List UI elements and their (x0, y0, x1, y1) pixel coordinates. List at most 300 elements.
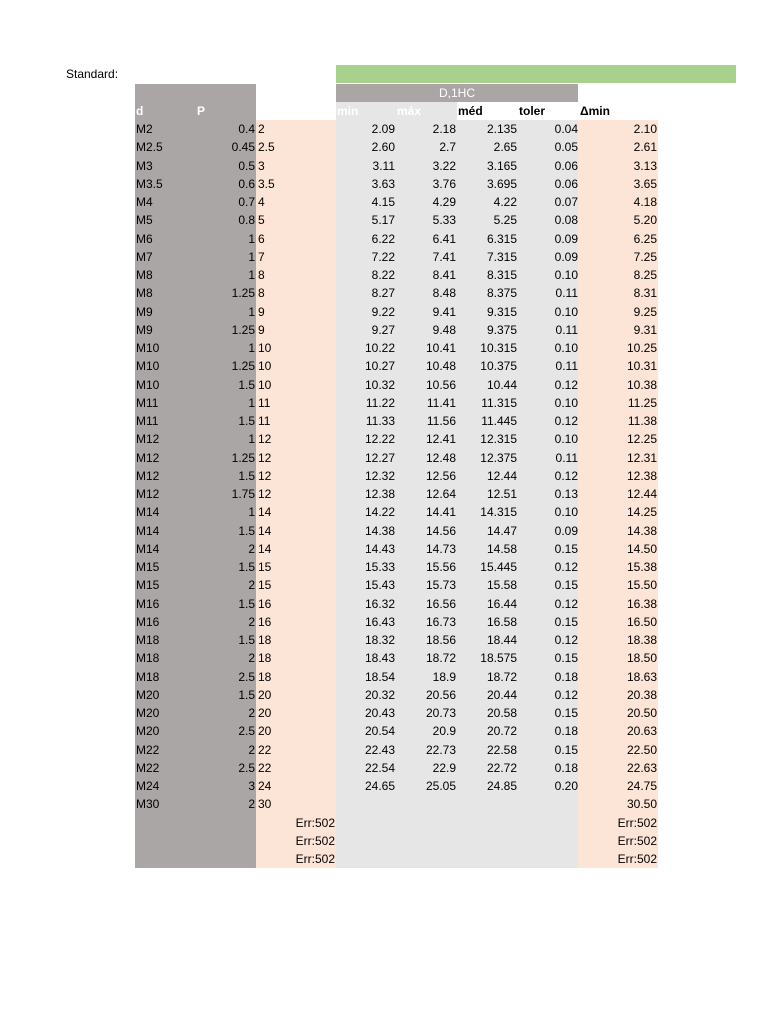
cell-p: 1 (248, 505, 255, 519)
cell-nominal: 30 (258, 797, 272, 811)
cell-toler (518, 832, 578, 850)
cell-max: 2.18 (432, 122, 456, 136)
cell-dmin: 11.25 (627, 396, 657, 410)
cell-toler: 0.11 (555, 451, 578, 465)
cell-med: 22.72 (486, 761, 517, 775)
cell-dmin: 10.25 (626, 341, 657, 355)
cell-nominal: 15 (258, 560, 272, 574)
cell-min (336, 814, 395, 832)
cell-max: 18.56 (425, 633, 456, 647)
cell-nominal: 5 (258, 213, 265, 227)
cell-med: 8.375 (486, 286, 517, 300)
cell-med: 24.85 (486, 779, 517, 793)
cell-p (196, 814, 255, 832)
cell-p: 2 (248, 578, 255, 592)
cell-p: 2 (248, 706, 255, 720)
cell-max: 9.41 (432, 305, 456, 319)
cell-min: 5.17 (371, 213, 395, 227)
cell-dmin: 14.25 (626, 505, 657, 519)
cell-d: M16 (136, 615, 160, 629)
cell-d: M8 (136, 286, 153, 300)
cell-p (196, 850, 255, 868)
cell-d: M12 (136, 487, 160, 501)
cell-toler: 0.15 (554, 615, 578, 629)
cell-d: M20 (136, 724, 160, 738)
cell-toler: 0.12 (554, 688, 578, 702)
cell-toler: 0.08 (554, 213, 578, 227)
cell-toler: 0.12 (554, 560, 578, 574)
cell-p: 1.5 (238, 597, 255, 611)
cell-p: 2.5 (238, 670, 255, 684)
cell-nominal: 18 (258, 670, 272, 684)
cell-toler: 0.15 (554, 743, 578, 757)
cell-p (196, 832, 255, 850)
cell-p: 2 (248, 542, 255, 556)
cell-med: 20.44 (486, 688, 517, 702)
cell-dmin: 2.10 (633, 122, 657, 136)
cell-med: 9.375 (486, 323, 517, 337)
cell-d: M9 (136, 323, 153, 337)
header-toler: toler (519, 104, 546, 118)
cell-max: 2.7 (439, 140, 456, 154)
cell-p: 1 (248, 232, 255, 246)
cell-med: 10.375 (480, 359, 517, 373)
cell-min: 12.32 (364, 469, 395, 483)
cell-d: M14 (136, 542, 160, 556)
cell-min: 14.22 (364, 505, 395, 519)
cell-nominal: 8 (258, 286, 265, 300)
cell-med: 15.445 (480, 560, 517, 574)
cell-max: 12.64 (425, 487, 456, 501)
cell-p: 0.6 (238, 177, 255, 191)
cell-toler: 0.12 (554, 597, 578, 611)
cell-toler: 0.10 (554, 432, 578, 446)
cell-dmin: 30.50 (626, 797, 657, 811)
cell-nominal: Err:502 (295, 852, 335, 866)
cell-nominal: 14 (258, 505, 272, 519)
cell-nominal: 15 (258, 578, 272, 592)
cell-toler: 0.12 (554, 633, 578, 647)
cell-nominal: 6 (258, 232, 265, 246)
cell-min: 12.22 (364, 432, 395, 446)
cell-toler: 0.12 (554, 469, 578, 483)
cell-p: 0.8 (238, 213, 255, 227)
cell-med: 10.315 (480, 341, 517, 355)
cell-max: 12.48 (425, 451, 456, 465)
cell-min: 9.22 (371, 305, 395, 319)
cell-toler (518, 814, 578, 832)
cell-min: 20.32 (364, 688, 395, 702)
cell-dmin: 16.38 (626, 597, 657, 611)
cell-d: M22 (136, 743, 160, 757)
cell-min: 11.22 (365, 396, 395, 410)
cell-max (396, 795, 456, 813)
cell-dmin: 6.25 (633, 232, 657, 246)
cell-d: M4 (136, 195, 153, 209)
cell-p: 0.4 (238, 122, 255, 136)
cell-min: 8.27 (371, 286, 395, 300)
cell-toler: 0.10 (554, 268, 578, 282)
cell-max: 22.73 (425, 743, 456, 757)
cell-p: 1.5 (238, 524, 255, 538)
cell-dmin: 18.50 (626, 651, 657, 665)
cell-p: 1.5 (238, 414, 255, 428)
cell-toler: 0.09 (554, 232, 578, 246)
cell-med: 6.315 (486, 232, 517, 246)
cell-dmin: 8.31 (633, 286, 657, 300)
cell-d: M15 (136, 560, 160, 574)
cell-max: 20.9 (432, 724, 456, 738)
cell-d: M3.5 (136, 177, 163, 191)
cell-d: M15 (136, 578, 160, 592)
cell-max: 12.41 (425, 432, 456, 446)
cell-med: 18.575 (480, 651, 517, 665)
cell-nominal: 20 (258, 724, 272, 738)
cell-med: 12.315 (480, 432, 517, 446)
cell-toler: 0.18 (554, 761, 578, 775)
cell-max: 25.05 (425, 779, 456, 793)
cell-p: 1.75 (231, 487, 255, 501)
cell-min (336, 795, 395, 813)
cell-dmin: 12.44 (626, 487, 657, 501)
cell-dmin: 11.38 (627, 414, 657, 428)
cell-d: M16 (136, 597, 160, 611)
cell-toler: 0.18 (554, 670, 578, 684)
cell-max: 18.9 (432, 670, 456, 684)
cell-toler: 0.09 (554, 524, 578, 538)
cell-nominal: 10 (258, 341, 272, 355)
cell-dmin: Err:502 (617, 834, 657, 848)
cell-p: 1 (248, 396, 255, 410)
cell-p: 0.45 (231, 140, 255, 154)
cell-min (336, 832, 395, 850)
cell-dmin: 12.25 (626, 432, 657, 446)
cell-toler: 0.10 (554, 305, 578, 319)
cell-med (457, 850, 517, 868)
cell-nominal: 22 (258, 761, 272, 775)
cell-nominal: 3.5 (258, 177, 275, 191)
cell-min: 6.22 (371, 232, 395, 246)
cell-nominal: 22 (258, 743, 272, 757)
cell-d (136, 832, 196, 850)
cell-toler: 0.10 (554, 396, 578, 410)
cell-toler: 0.15 (554, 578, 578, 592)
cell-dmin: 22.63 (626, 761, 657, 775)
cell-max: 18.72 (425, 651, 456, 665)
cell-p: 1 (248, 250, 255, 264)
cell-dmin: Err:502 (617, 852, 657, 866)
cell-nominal: Err:502 (295, 834, 335, 848)
cell-min: 20.43 (364, 706, 395, 720)
cell-nominal: 10 (258, 378, 272, 392)
header-d: d (136, 104, 144, 118)
cell-max: 14.41 (425, 505, 456, 519)
header-med: méd (458, 104, 483, 118)
cell-p: 2 (248, 797, 255, 811)
cell-min: 18.54 (364, 670, 395, 684)
cell-max: 20.73 (425, 706, 456, 720)
cell-nominal: 3 (258, 159, 265, 173)
cell-min (336, 850, 395, 868)
cell-min: 2.09 (371, 122, 395, 136)
cell-max: 3.76 (432, 177, 456, 191)
cell-min: 9.27 (371, 323, 395, 337)
cell-nominal: Err:502 (295, 816, 335, 830)
cell-toler: 0.11 (555, 286, 578, 300)
cell-p: 3 (248, 779, 255, 793)
header-p: P (197, 104, 206, 118)
cell-med: 12.375 (480, 451, 517, 465)
cell-med: 8.315 (486, 268, 517, 282)
cell-dmin: 9.25 (633, 305, 657, 319)
cell-dmin: 20.50 (626, 706, 657, 720)
cell-d (136, 814, 196, 832)
cell-nominal: 11 (258, 414, 271, 428)
cell-med: 5.25 (493, 213, 517, 227)
cell-min: 10.32 (364, 378, 395, 392)
cell-dmin: 7.25 (633, 250, 657, 264)
cell-med: 18.72 (486, 670, 517, 684)
cell-toler: 0.12 (554, 378, 578, 392)
cell-med: 12.51 (486, 487, 517, 501)
cell-p: 2 (248, 743, 255, 757)
cell-med: 11.315 (481, 396, 517, 410)
cell-p: 1 (248, 305, 255, 319)
cell-dmin: 24.75 (626, 779, 657, 793)
cell-d: M12 (136, 469, 160, 483)
cell-d: M7 (136, 250, 153, 264)
cell-nominal: 12 (258, 451, 272, 465)
cell-d: M12 (136, 451, 160, 465)
cell-max: 7.41 (432, 250, 456, 264)
cell-toler: 0.12 (554, 414, 578, 428)
cell-p: 2.5 (238, 724, 255, 738)
cell-med: 14.315 (480, 505, 517, 519)
cell-med (457, 795, 517, 813)
cell-d (136, 850, 196, 868)
cell-nominal: 20 (258, 706, 272, 720)
cell-d: M20 (136, 706, 160, 720)
cell-nominal: 24 (258, 779, 272, 793)
cell-d: M12 (136, 432, 160, 446)
green-header-bar (336, 65, 736, 83)
cell-min: 8.22 (371, 268, 395, 282)
cell-d: M2.5 (136, 140, 163, 154)
cell-max: 12.56 (425, 469, 456, 483)
cell-nominal: 18 (258, 633, 272, 647)
cell-nominal: 12 (258, 432, 272, 446)
cell-p: 1.25 (231, 359, 255, 373)
cell-min: 15.43 (364, 578, 395, 592)
cell-d: M18 (136, 633, 160, 647)
cell-d: M11 (136, 396, 159, 410)
cell-toler: 0.06 (554, 159, 578, 173)
cell-toler: 0.20 (554, 779, 578, 793)
cell-nominal: 2 (258, 122, 265, 136)
cell-max (396, 814, 456, 832)
cell-p: 1 (248, 341, 255, 355)
cell-dmin: 16.50 (626, 615, 657, 629)
cell-p: 2.5 (238, 761, 255, 775)
cell-nominal: 16 (258, 597, 272, 611)
cell-dmin: 10.38 (626, 378, 657, 392)
cell-nominal: 11 (258, 396, 271, 410)
cell-nominal: 4 (258, 195, 265, 209)
cell-dmin: 18.38 (626, 633, 657, 647)
cell-nominal: 8 (258, 268, 265, 282)
cell-dmin: 18.63 (626, 670, 657, 684)
cell-toler: 0.06 (554, 177, 578, 191)
cell-med: 18.44 (486, 633, 517, 647)
cell-toler: 0.11 (555, 359, 578, 373)
cell-med (457, 832, 517, 850)
cell-min: 7.22 (371, 250, 395, 264)
cell-med: 11.445 (481, 414, 517, 428)
cell-nominal: 2.5 (258, 140, 275, 154)
cell-max: 16.73 (425, 615, 456, 629)
cell-min: 16.43 (364, 615, 395, 629)
cell-min: 24.65 (364, 779, 395, 793)
cell-dmin: 3.13 (633, 159, 657, 173)
cell-med: 16.58 (486, 615, 517, 629)
cell-dmin: 10.31 (626, 359, 657, 373)
cell-min: 12.38 (364, 487, 395, 501)
cell-med: 12.44 (486, 469, 517, 483)
cell-min: 16.32 (364, 597, 395, 611)
cell-toler: 0.07 (554, 195, 578, 209)
cell-max: 22.9 (432, 761, 456, 775)
cell-p: 2 (248, 651, 255, 665)
cell-max: 10.56 (425, 378, 456, 392)
cell-d: M22 (136, 761, 160, 775)
cell-d: M14 (136, 505, 160, 519)
cell-nominal: 14 (258, 542, 272, 556)
cell-med: 4.22 (493, 195, 517, 209)
cell-d: M3 (136, 159, 153, 173)
standard-label: Standard: (66, 67, 119, 81)
cell-med (457, 814, 517, 832)
cell-toler: 0.10 (554, 341, 578, 355)
cell-min: 2.60 (371, 140, 395, 154)
cell-p: 1.5 (238, 688, 255, 702)
cell-p: 2 (248, 615, 255, 629)
cell-max: 11.41 (426, 396, 456, 410)
cell-dmin: 15.38 (626, 560, 657, 574)
cell-p: 1.25 (231, 451, 255, 465)
cell-d: M10 (136, 341, 160, 355)
cell-dmin: 12.31 (626, 451, 657, 465)
cell-p: 1.5 (238, 378, 255, 392)
cell-min: 3.11 (372, 159, 395, 173)
cell-p: 1 (248, 432, 255, 446)
cell-med: 2.65 (493, 140, 517, 154)
cell-max: 20.56 (425, 688, 456, 702)
cell-max: 15.56 (425, 560, 456, 574)
cell-p: 1.25 (231, 323, 255, 337)
cell-max: 5.33 (432, 213, 456, 227)
cell-min: 3.63 (371, 177, 395, 191)
cell-toler: 0.04 (554, 122, 578, 136)
cell-med: 7.315 (486, 250, 517, 264)
cell-d: M20 (136, 688, 160, 702)
cell-med: 16.44 (486, 597, 517, 611)
cell-min: 18.43 (364, 651, 395, 665)
cell-d: M30 (136, 797, 160, 811)
cell-max: 9.48 (432, 323, 456, 337)
cell-toler: 0.05 (554, 140, 578, 154)
cell-nominal: 10 (258, 359, 272, 373)
cell-max: 6.41 (432, 232, 456, 246)
cell-max (396, 832, 456, 850)
cell-dmin: 20.38 (626, 688, 657, 702)
cell-dmin: 14.50 (626, 542, 657, 556)
cell-max: 15.73 (425, 578, 456, 592)
cell-med: 9.315 (486, 305, 517, 319)
header-group-label: D,1HC (438, 86, 475, 100)
cell-max: 4.29 (432, 195, 456, 209)
cell-max (396, 850, 456, 868)
cell-max: 8.48 (432, 286, 456, 300)
cell-min: 10.27 (364, 359, 395, 373)
cell-nominal: 7 (258, 250, 265, 264)
cell-d: M5 (136, 213, 153, 227)
cell-dmin: 15.50 (626, 578, 657, 592)
cell-toler: 0.09 (554, 250, 578, 264)
cell-nominal: 18 (258, 651, 272, 665)
cell-max: 10.48 (425, 359, 456, 373)
cell-d: M6 (136, 232, 153, 246)
cell-min: 11.33 (365, 414, 395, 428)
cell-dmin: 4.18 (633, 195, 657, 209)
cell-toler: 0.10 (554, 505, 578, 519)
cell-min: 22.54 (364, 761, 395, 775)
cell-min: 20.54 (364, 724, 395, 738)
cell-med: 14.47 (486, 524, 517, 538)
cell-nominal: 12 (258, 469, 272, 483)
cell-max: 10.41 (425, 341, 456, 355)
cell-p: 1.5 (238, 560, 255, 574)
cell-min: 10.22 (364, 341, 395, 355)
cell-dmin: 12.38 (626, 469, 657, 483)
cell-max: 11.56 (426, 414, 456, 428)
cell-toler: 0.15 (554, 542, 578, 556)
cell-d: M2 (136, 122, 153, 136)
header-dmin: Δmin (580, 104, 610, 118)
cell-nominal: 20 (258, 688, 272, 702)
cell-nominal: 9 (258, 305, 265, 319)
cell-dmin: 2.61 (633, 140, 657, 154)
cell-p: 0.5 (238, 159, 255, 173)
cell-med: 10.44 (486, 378, 517, 392)
cell-med: 20.72 (486, 724, 517, 738)
cell-toler: 0.13 (554, 487, 578, 501)
cell-min: 14.43 (364, 542, 395, 556)
cell-max: 14.73 (425, 542, 456, 556)
cell-dmin: 20.63 (626, 724, 657, 738)
cell-p: 1.25 (231, 286, 255, 300)
cell-nominal: 12 (258, 487, 272, 501)
cell-d: M10 (136, 378, 160, 392)
cell-med: 20.58 (486, 706, 517, 720)
cell-dmin: 3.65 (633, 177, 657, 191)
cell-d: M8 (136, 268, 153, 282)
cell-toler (518, 795, 578, 813)
cell-min: 4.15 (371, 195, 395, 209)
cell-min: 18.32 (364, 633, 395, 647)
cell-min: 12.27 (364, 451, 395, 465)
cell-dmin: Err:502 (617, 816, 657, 830)
cell-max: 8.41 (432, 268, 456, 282)
